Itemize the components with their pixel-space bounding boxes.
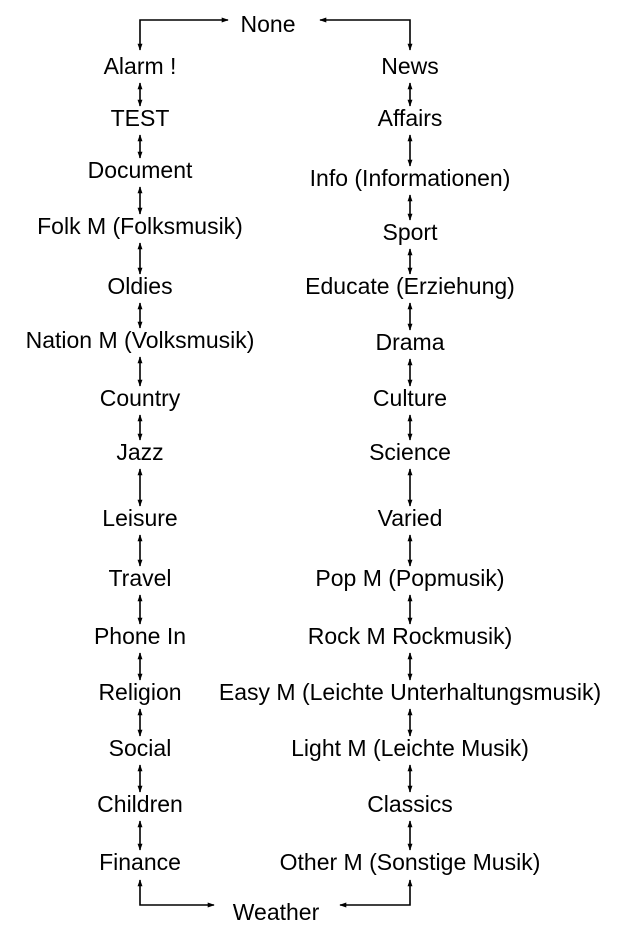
left-node-children: Children	[97, 791, 183, 817]
right-node-info-informationen: Info (Informationen)	[309, 165, 511, 191]
right-node-pop-m-popmusik: Pop M (Popmusik)	[315, 565, 505, 591]
right-node-drama: Drama	[375, 329, 445, 355]
left-node-jazz: Jazz	[116, 439, 164, 465]
top-right-link-arrow	[320, 20, 410, 50]
left-node-country: Country	[99, 385, 181, 411]
left-node-alarm: Alarm !	[103, 53, 177, 79]
right-node-easy-m-leichte-unterhaltungsmusik: Easy M (Leichte Unterhaltungsmusik)	[218, 679, 602, 705]
bottom-node-weather: Weather	[232, 899, 320, 925]
left-node-folk-m-folksmusik: Folk M (Folksmusik)	[37, 213, 243, 239]
left-node-test: TEST	[110, 105, 170, 131]
left-node-leisure: Leisure	[102, 505, 178, 531]
left-node-nation-m-volksmusik: Nation M (Volksmusik)	[25, 327, 255, 353]
right-node-classics: Classics	[367, 791, 453, 817]
right-node-affairs: Affairs	[377, 105, 443, 131]
right-node-other-m-sonstige-musik: Other M (Sonstige Musik)	[279, 849, 541, 875]
left-node-religion: Religion	[98, 679, 182, 705]
right-node-sport: Sport	[382, 219, 438, 245]
right-node-rock-m-rockmusik: Rock M Rockmusik)	[307, 623, 513, 649]
right-node-light-m-leichte-musik: Light M (Leichte Musik)	[291, 735, 529, 761]
left-node-oldies: Oldies	[107, 273, 173, 299]
right-node-culture: Culture	[372, 385, 448, 411]
top-left-link-arrow	[140, 20, 228, 50]
right-node-varied: Varied	[377, 505, 443, 531]
left-node-finance: Finance	[99, 849, 181, 875]
bottom-right-link-arrow	[340, 880, 410, 905]
right-node-news: News	[381, 53, 439, 79]
label-layer	[26, 11, 602, 925]
right-node-science: Science	[369, 439, 451, 465]
left-node-document: Document	[87, 157, 193, 183]
bottom-left-link-arrow	[140, 880, 214, 905]
left-node-social: Social	[108, 735, 172, 761]
top-node-none: None	[240, 11, 296, 37]
left-node-phone-in: Phone In	[93, 623, 187, 649]
right-node-educate-erziehung: Educate (Erziehung)	[305, 273, 515, 299]
left-node-travel: Travel	[108, 565, 172, 591]
